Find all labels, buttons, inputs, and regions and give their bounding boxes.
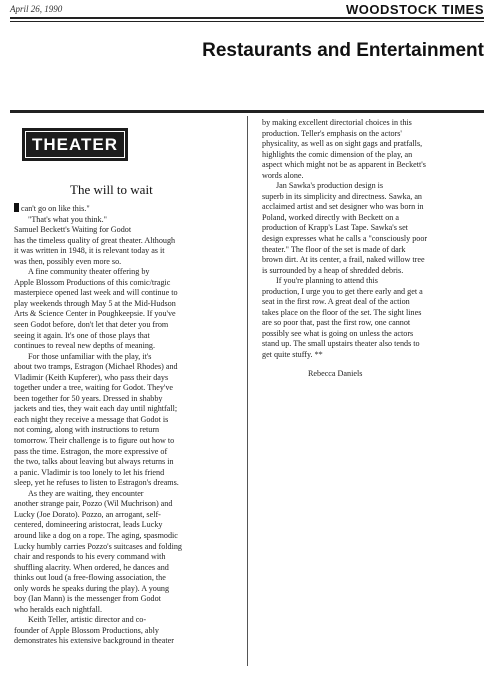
article-text-line: design expresses what he calls a "consciously poor	[262, 234, 428, 244]
article-text-line: chair and responds to his every command with	[14, 552, 166, 562]
article-text-line: been together for 50 years. Dressed in shabby	[14, 393, 163, 403]
article-text-line: Keith Teller, artistic director and co-	[28, 615, 147, 625]
section-title: Restaurants and Entertainment	[202, 40, 484, 61]
article-text-line: Vladimir (Keith Kupferer), who pass their days	[14, 372, 169, 382]
masthead-rule-thin	[10, 21, 484, 22]
article-text-line: production, I urge you to get there early and get a	[262, 286, 423, 296]
article-text-line: around like a dog on a rope. The aging, spasmodic	[14, 530, 178, 540]
article-text-line: Lucky humbly carries Pozzo's suitcases and folding	[14, 541, 182, 551]
article-text-line: aspect which might not be as apparent in Beckett's	[262, 160, 426, 170]
article-text-line: highlights the comic dimension of the play, an	[262, 149, 413, 159]
category-badge: THEATER	[22, 128, 128, 161]
article-text-line: words alone.	[262, 170, 304, 180]
article-text-line: theater." The floor of the set is made of dark	[262, 244, 406, 254]
article-text-line: Samuel Beckett's Waiting for Godot	[14, 225, 132, 235]
masthead	[10, 4, 484, 18]
article-right-column	[262, 118, 486, 379]
article-text-line: takes place on the floor of the set. The sight lines	[262, 307, 422, 317]
article-text-line: A fine community theater offering by	[28, 267, 150, 277]
article-text-line: each night they receive a message that Godot is	[14, 414, 169, 424]
article-text-line: shuffling alacrity. When ordered, he dances and	[14, 562, 169, 572]
article-text-line: can't go on like this."	[14, 203, 242, 215]
article-text-line: If you're planning to attend this	[276, 276, 378, 286]
article-text-line: boy (Ian Mann) is the messenger from Godot	[14, 594, 161, 604]
article-text-line: who heralds each nightfall.	[14, 604, 102, 614]
article-text-line: production of Krapp's Last Tape. Sawka's set	[262, 223, 408, 233]
column-divider	[247, 116, 248, 666]
article-text-line: Poland, worked directly with Beckett on a	[262, 212, 399, 222]
article-text-line: get quite stuffy. **	[262, 350, 323, 360]
article-text-line: together under a tree, waiting for Godot. They've	[14, 383, 174, 393]
article-text-line: Jan Sawka's production design is	[276, 181, 384, 191]
article-text-line: seeing it again. It's one of those plays that	[14, 330, 150, 340]
article-text-line: seen Godot before, don't let that deter you from	[14, 320, 169, 330]
article-text-line: possibly see what is going on unless the actors	[262, 328, 414, 338]
article-text-line: a panic. Vladimir is too lonely to let his friend	[14, 467, 165, 477]
article-text-line: only words he speaks during the play). A young	[14, 583, 170, 593]
article-text-line: masterpiece opened last week and will continue to	[14, 288, 178, 298]
drop-cap	[14, 203, 19, 212]
article-text-line: As they are waiting, they encounter	[28, 488, 144, 498]
section-rule	[10, 110, 484, 113]
article-text-line: Arts & Science Center in Poughkeepsie. If you've	[14, 309, 176, 319]
article-left-column	[14, 203, 242, 647]
article-text-line: was then, possibly even more so.	[14, 256, 122, 266]
article-text-line: by making excellent directorial choices in this	[262, 118, 412, 127]
article-text-line: production. Teller's emphasis on the actors'	[262, 128, 402, 138]
article-text-line: physicality, as well as on sight gags and pratfalls,	[262, 139, 423, 149]
masthead-rule	[10, 17, 484, 19]
article-text-line: seat in the first row. A great deal of the action	[262, 297, 410, 307]
article-text-line: continues to reveal new depths of meaning.	[14, 341, 156, 351]
article-text-line: demonstrates his extensive background in theater	[14, 636, 174, 646]
article-text-line: Lucky (Joe Dorato). Pozzo, an arrogant, self-	[14, 509, 161, 519]
article-headline: The will to wait	[70, 182, 153, 197]
article-text-line: stand up. The small upstairs theater also tends to	[262, 339, 420, 349]
article-text-line: "That's what you think."	[28, 214, 107, 224]
article-text-line: centered, domineering aristocrat, leads Lucky	[14, 520, 163, 530]
newspaper-name: WOODSTOCK TIMES	[346, 2, 484, 17]
article-text-line: brown dirt. At its center, a frail, naked willow tree	[262, 255, 425, 265]
article-text-line: is surrounded by a heap of shredded debris.	[262, 265, 404, 275]
article-text-line: pass the time. Estragon, the more expressive of	[14, 446, 168, 456]
article-text-line: superb in its simplicity and directness. Sawka, an	[262, 191, 422, 201]
article-text-line: are so poor that, past the first row, one cannot	[262, 318, 411, 328]
article-text-line: it was written in 1948, it is relevant today as it	[14, 246, 165, 256]
article-text-line: acclaimed artist and set designer who was born in	[262, 202, 424, 212]
article-text-line: Apple Blossom Productions of this comic/tragic	[14, 277, 171, 287]
article-text-line: another strange pair, Pozzo (Wil Muchrison) and	[14, 499, 173, 509]
article-text-line: thinks out loud (a free-flowing association, the	[14, 573, 166, 583]
article-text-line: not coming, along with instructions to return	[14, 425, 160, 435]
article-text-line: tomorrow. Their challenge is to figure out how to	[14, 436, 175, 446]
article-text-line: jackets and ties, they wait each day until nightfall;	[14, 404, 178, 414]
article-text-line: play weekends through May 5 at the Mid-Hudson	[14, 298, 176, 308]
article-text-line: For those unfamiliar with the play, it's	[28, 351, 152, 361]
article-byline: Rebecca Daniels	[308, 368, 363, 378]
issue-date: April 26, 1990	[10, 4, 63, 14]
article-text-line: about two tramps, Estragon (Michael Rhodes) and	[14, 362, 178, 372]
article-text-line: the two, talks about leaving but always returns in	[14, 457, 174, 467]
article-text-line: has the timeless quality of great theater. Although	[14, 235, 176, 245]
article-text-line: founder of Apple Blossom Productions, ably	[14, 625, 159, 635]
article-text-line: sleep, yet he refuses to listen to Estragon's dreams.	[14, 478, 179, 488]
